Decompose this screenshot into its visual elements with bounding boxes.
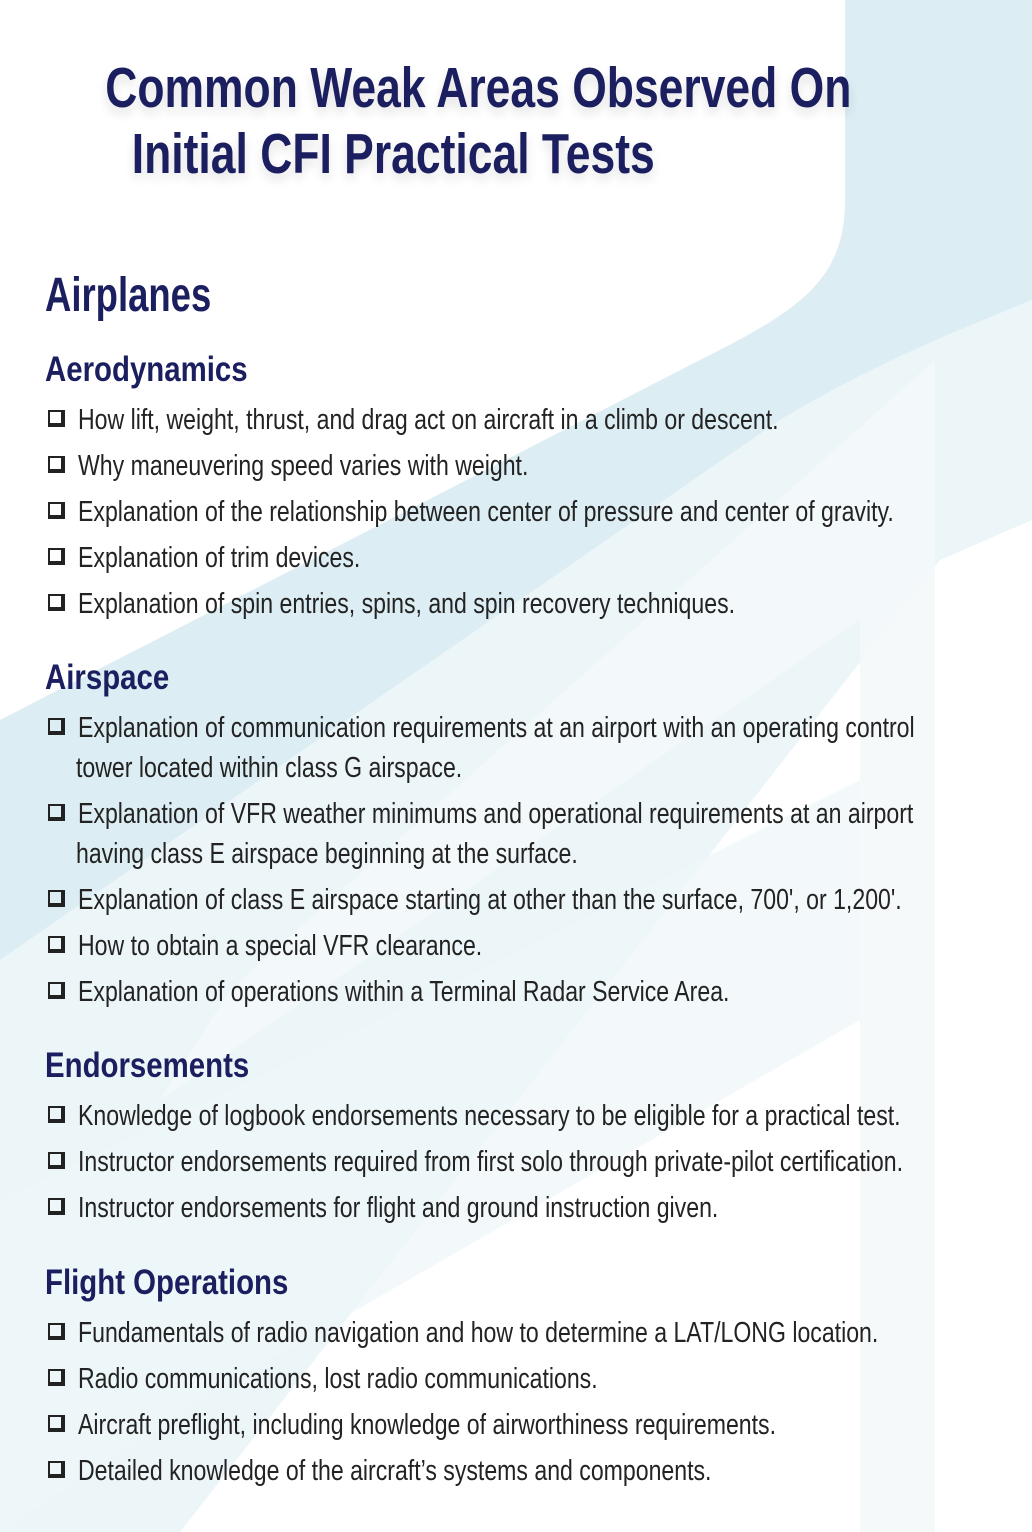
checkbox-icon	[48, 410, 65, 427]
checklist-item	[0, 1096, 1032, 1136]
checklist-item	[0, 1188, 1032, 1228]
checklist-item-text: Detailed knowledge of the aircraft’s systems and components.	[78, 1455, 712, 1487]
checklist-item-line	[0, 794, 1032, 834]
checklist-item-text: Radio communications, lost radio communications.	[78, 1363, 598, 1395]
checklist-item-text: Knowledge of logbook endorsements necessary to be eligible for a practical test.	[78, 1100, 901, 1132]
checklist-item	[0, 1313, 1032, 1353]
section-flight-operations	[0, 1263, 1032, 1497]
checkbox-icon	[48, 456, 65, 473]
checklist-item-text: Explanation of operations within a Terminal Radar Service Area.	[78, 976, 730, 1008]
checklist-item	[0, 972, 1032, 1012]
checklist-item	[0, 538, 1032, 578]
checkbox-icon	[48, 1461, 65, 1478]
checklist-item-text: Instructor endorsements required from first solo through private-pilot certification.	[78, 1146, 904, 1178]
checklist-item-line	[0, 584, 1032, 624]
checklist-item-text: Explanation of spin entries, spins, and spin recovery techniques.	[78, 588, 736, 620]
checkbox-icon	[48, 982, 65, 999]
checklist-item	[0, 446, 1032, 486]
checklist-item	[0, 794, 1032, 874]
checkbox-icon	[48, 718, 65, 735]
checkbox-icon	[48, 890, 65, 907]
checklist-item	[0, 1142, 1032, 1182]
checklist-item-text: Explanation of the relationship between center of pressure and center of gravity.	[78, 496, 894, 528]
checklist-item	[0, 880, 1032, 920]
checklist-item-line	[0, 972, 1032, 1012]
page-title-line-2: Initial CFI Practical Tests	[131, 122, 655, 186]
checklist-item-text: How to obtain a special VFR clearance.	[78, 930, 483, 962]
checklist-item	[0, 1451, 1032, 1491]
section-heading: Endorsements	[45, 1046, 250, 1085]
checkbox-icon	[48, 1415, 65, 1432]
checklist-item-text: Fundamentals of radio navigation and how to determine a LAT/LONG location.	[78, 1317, 879, 1349]
section-heading: Flight Operations	[45, 1263, 289, 1302]
checklist-item-text: Why maneuvering speed varies with weight.	[78, 450, 529, 482]
section-aerodynamics	[0, 350, 1032, 630]
checklist-item-line	[0, 834, 1032, 874]
checklist-item-line	[0, 926, 1032, 966]
checkbox-icon	[48, 548, 65, 565]
checklist-item-text: Aircraft preflight, including knowledge of airworthiness requirements.	[78, 1409, 777, 1441]
checklist-item-line	[0, 1359, 1032, 1399]
checklist-item-text: tower located within class G airspace.	[76, 752, 463, 784]
checklist-item-text: Instructor endorsements for flight and ground instruction given.	[78, 1192, 719, 1224]
section-airspace	[0, 658, 1032, 1018]
checklist-item-line	[0, 400, 1032, 440]
checklist-item-line	[0, 538, 1032, 578]
checkbox-icon	[48, 804, 65, 821]
checklist-item	[0, 926, 1032, 966]
checkbox-icon	[48, 1323, 65, 1340]
checklist-item	[0, 1359, 1032, 1399]
checklist-item-text: Explanation of VFR weather minimums and operational requirements at an airport	[78, 798, 914, 830]
checklist-item-line	[0, 1096, 1032, 1136]
checklist-item	[0, 492, 1032, 532]
category-heading: Airplanes	[45, 269, 212, 322]
page-title-line-1: Common Weak Areas Observed On	[105, 56, 852, 120]
checklist-item-line	[0, 708, 1032, 748]
checklist-item	[0, 1405, 1032, 1445]
checklist-item-line	[0, 492, 1032, 532]
checkbox-icon	[48, 1106, 65, 1123]
checkbox-icon	[48, 1198, 65, 1215]
checklist-item-line	[0, 1405, 1032, 1445]
checklist-item-text: Explanation of trim devices.	[78, 542, 361, 574]
checklist-item-line	[0, 1188, 1032, 1228]
checklist-item-text: having class E airspace beginning at the surface.	[76, 838, 578, 870]
checklist-item-line	[0, 1142, 1032, 1182]
checkbox-icon	[48, 936, 65, 953]
checklist-item-line	[0, 446, 1032, 486]
checkbox-icon	[48, 1152, 65, 1169]
section-endorsements	[0, 1046, 1032, 1234]
checklist-item-text: How lift, weight, thrust, and drag act on aircraft in a climb or descent.	[78, 404, 779, 436]
checklist-item-line	[0, 1313, 1032, 1353]
checklist-item-line	[0, 1451, 1032, 1491]
section-heading: Airspace	[45, 658, 170, 697]
checklist-item	[0, 400, 1032, 440]
checkbox-icon	[48, 594, 65, 611]
checklist-item	[0, 708, 1032, 788]
checkbox-icon	[48, 1369, 65, 1386]
checklist-item-text: Explanation of class E airspace starting at other than the surface, 700', or 1,200'.	[78, 884, 902, 916]
checklist-item-line	[0, 748, 1032, 788]
section-heading: Aerodynamics	[45, 350, 248, 389]
checklist-item-line	[0, 880, 1032, 920]
checkbox-icon	[48, 502, 65, 519]
checklist-item-text: Explanation of communication requirements at an airport with an operating control	[78, 712, 915, 744]
checklist-item	[0, 584, 1032, 624]
